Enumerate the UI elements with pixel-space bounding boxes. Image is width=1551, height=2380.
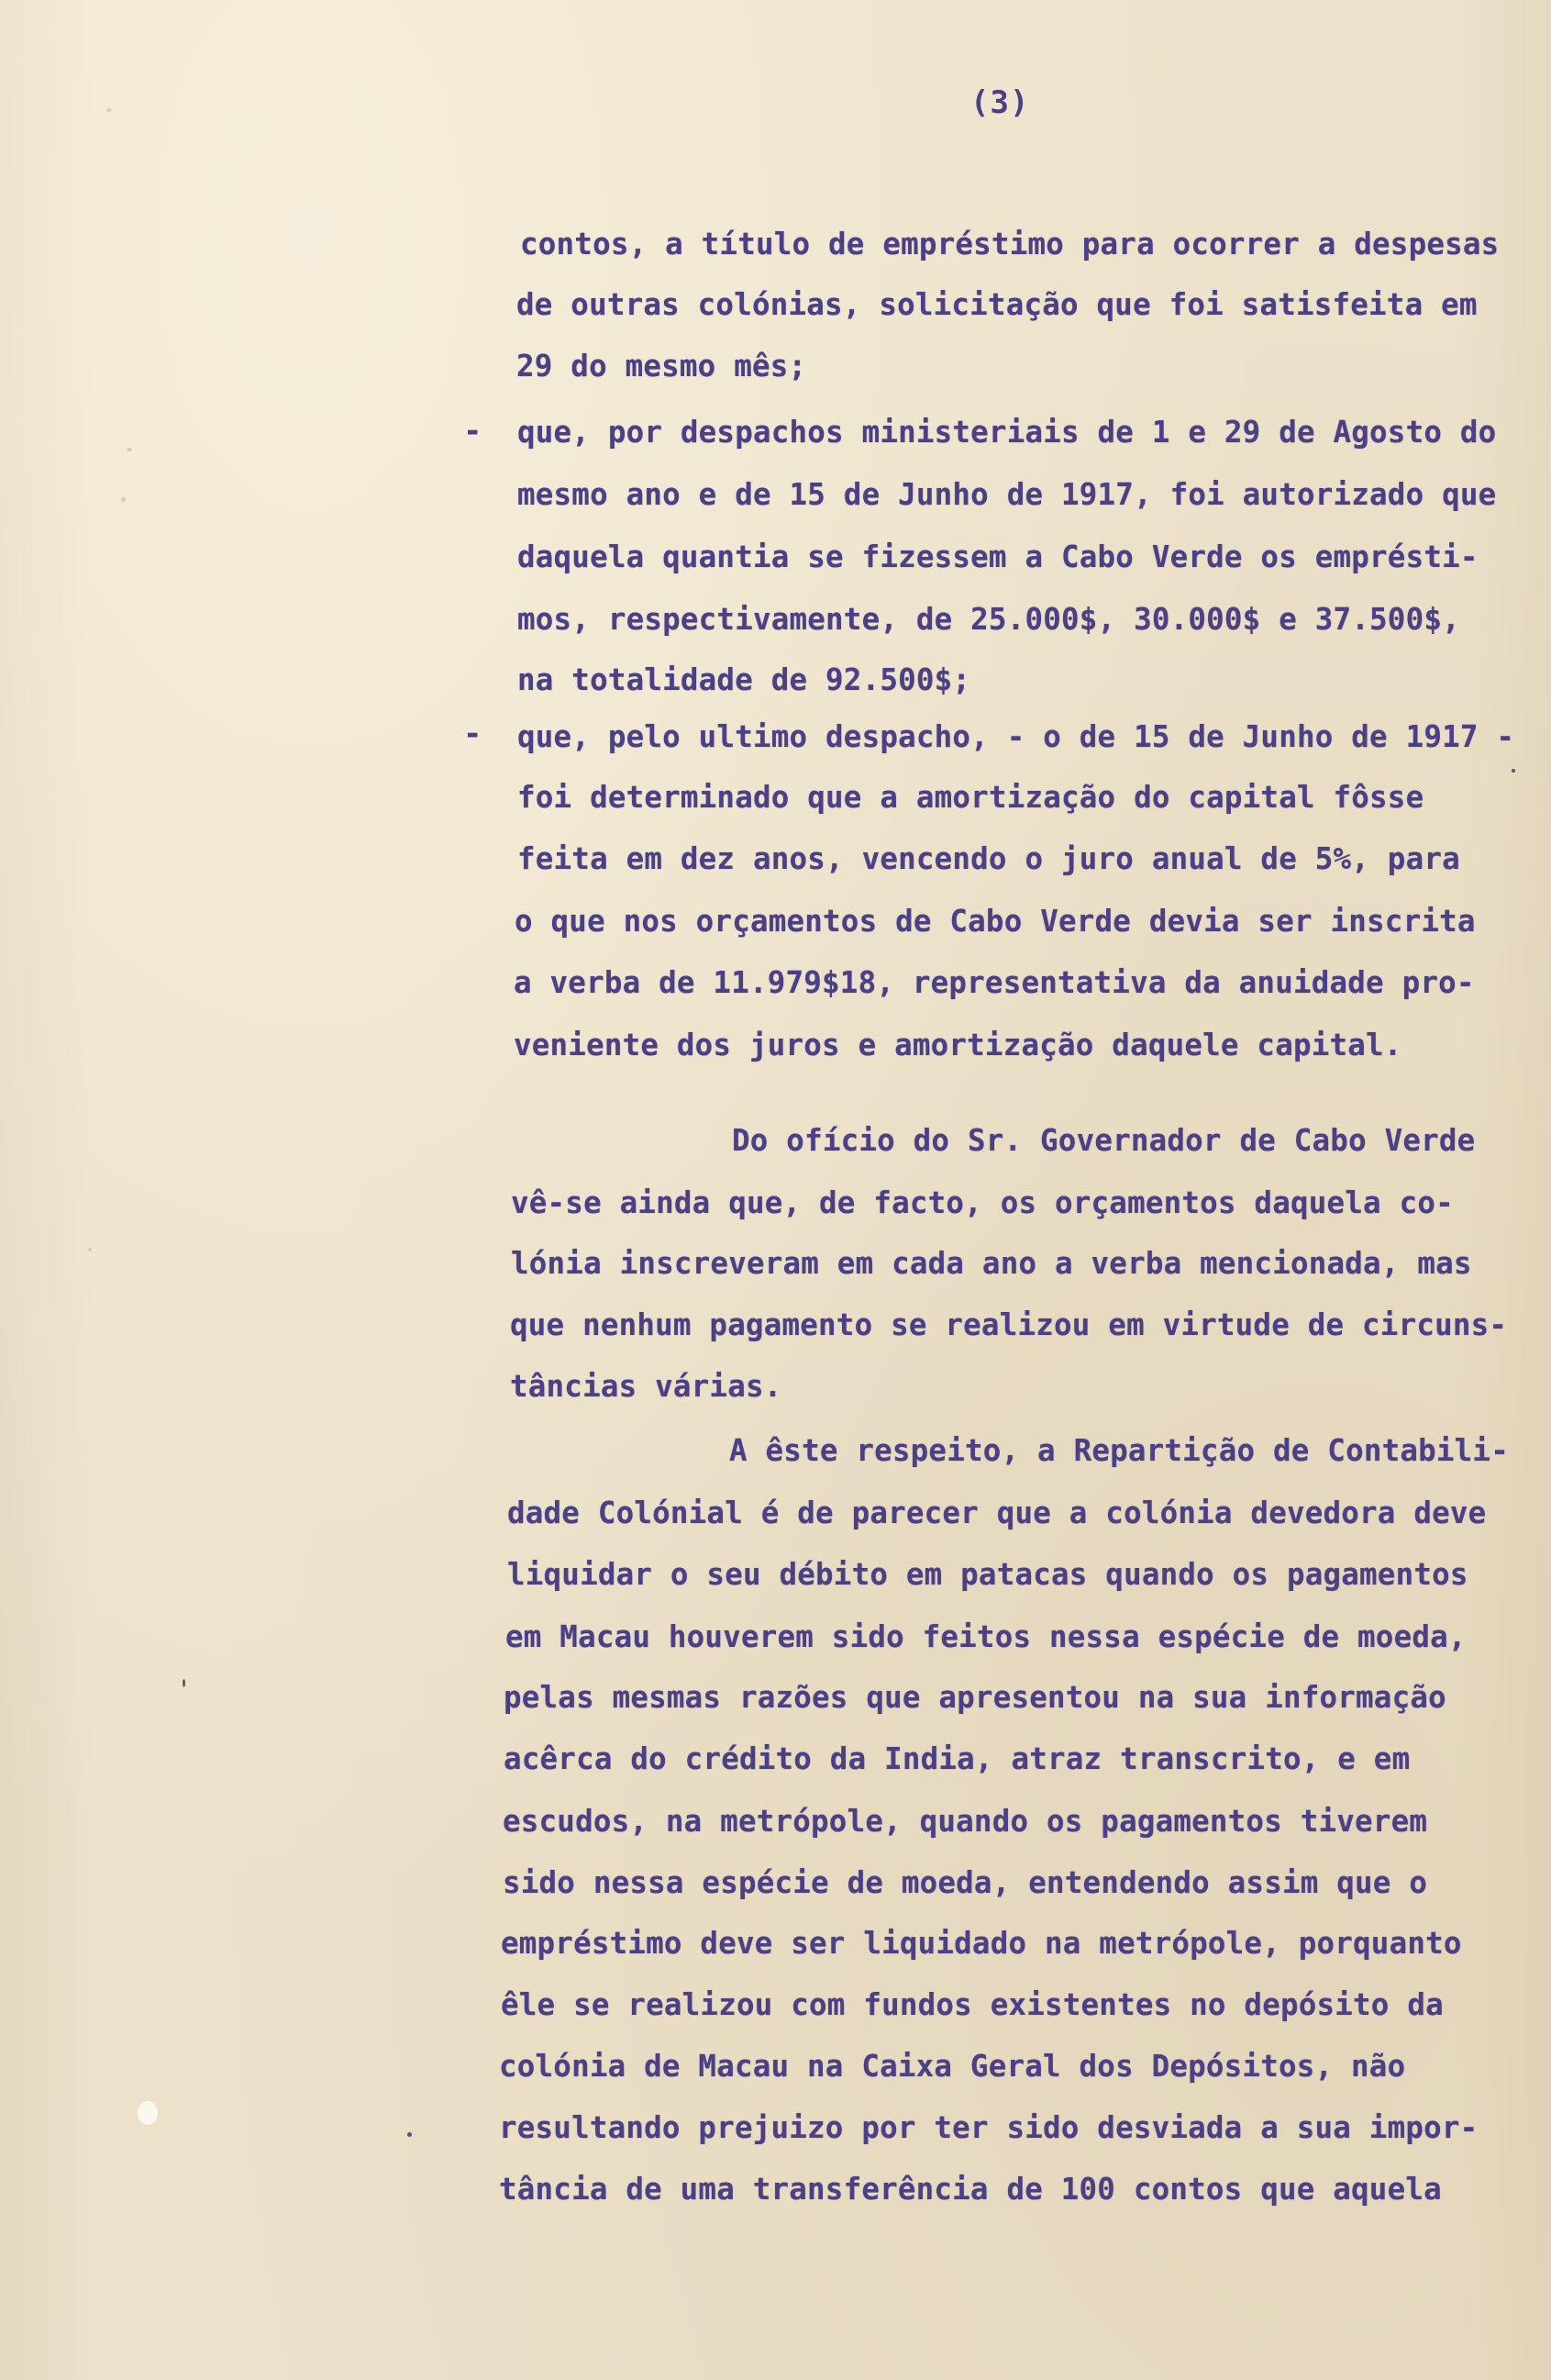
text-line: dade Colónial é de parecer que a colónia devedora deve (507, 1496, 1487, 1530)
text-line: que, pelo ultimo despacho, - o de 15 de Junho de 1917 - (517, 719, 1515, 754)
text-line: sido nessa espécie de moeda, entendendo assim que o (503, 1865, 1428, 1900)
paper-speck (138, 2101, 158, 2125)
text-line: pelas mesmas razões que apresentou na sua informação (504, 1680, 1446, 1715)
text-line: mesmo ano e de 15 de Junho de 1917, foi autorizado que (517, 477, 1497, 512)
text-line: vê-se ainda que, de facto, os orçamentos daquela co- (511, 1185, 1454, 1220)
text-line: o que nos orçamentos de Cabo Verde devia ser inscrita (515, 904, 1476, 939)
text-line: a verba de 11.979$18, representativa da anuidade pro- (514, 965, 1475, 1000)
paper-speck (183, 1679, 185, 1687)
text-line: tâncias várias. (510, 1369, 782, 1404)
paper-speck (106, 108, 111, 112)
text-line: Do ofício do Sr. Governador de Cabo Verde (732, 1123, 1476, 1158)
text-line: foi determinado que a amortização do capital fôsse (517, 780, 1424, 815)
text-line: daquela quantia se fizessem a Cabo Verde os emprésti- (517, 539, 1479, 574)
text-line: de outras colónias, solicitação que foi satisfeita em (516, 287, 1478, 322)
text-line: veniente dos juros e amortização daquele capital. (514, 1028, 1402, 1062)
text-line: liquidar o seu débito em patacas quando os pagamentos (507, 1557, 1468, 1592)
text-line: contos, a título de empréstimo para ocorrer a despesas (520, 227, 1500, 261)
text-line: que, por despachos ministeriais de 1 e 29 de Agosto do (517, 415, 1497, 450)
text-line: resultando prejuizo por ter sido desviada a sua impor- (499, 2110, 1479, 2145)
text-line: tância de uma transferência de 100 contos que aquela (499, 2172, 1442, 2207)
text-line: mos, respectivamente, de 25.000$, 30.000$ e 37.500$, (517, 602, 1460, 637)
paper-speck (88, 1248, 92, 1251)
text-line: feita em dez anos, vencendo o juro anual de 5%, para (517, 841, 1460, 876)
text-line: colónia de Macau na Caixa Geral dos Depósitos, não (499, 2049, 1406, 2084)
page-number: (3) (970, 84, 1030, 121)
text-line: que nenhum pagamento se realizou em virtude de circuns- (510, 1307, 1508, 1342)
text-line: escudos, na metrópole, quando os pagamentos tiverem (503, 1804, 1428, 1839)
text-line: em Macau houverem sido feitos nessa espécie de moeda, (505, 1619, 1467, 1654)
text-line: êle se realizou com fundos existentes no depósito da (501, 1987, 1444, 2022)
text-line: lónia inscreveram em cada ano a verba mencionada, mas (511, 1246, 1472, 1281)
text-line: A êste respeito, a Repartição de Contabili- (729, 1433, 1509, 1468)
paper-speck (127, 448, 132, 451)
bullet-dash: - (463, 716, 482, 752)
paper-speck (121, 497, 126, 502)
text-line: 29 do mesmo mês; (516, 349, 807, 384)
text-line: na totalidade de 92.500$; (517, 662, 971, 697)
bullet-dash: - (463, 413, 482, 450)
text-line: empréstimo deve ser liquidado na metrópole, porquanto (501, 1926, 1462, 1961)
paper-speck (407, 2132, 412, 2137)
paper-speck (1512, 769, 1515, 773)
text-line: acêrca do crédito da India, atraz transcrito, e em (504, 1741, 1411, 1776)
